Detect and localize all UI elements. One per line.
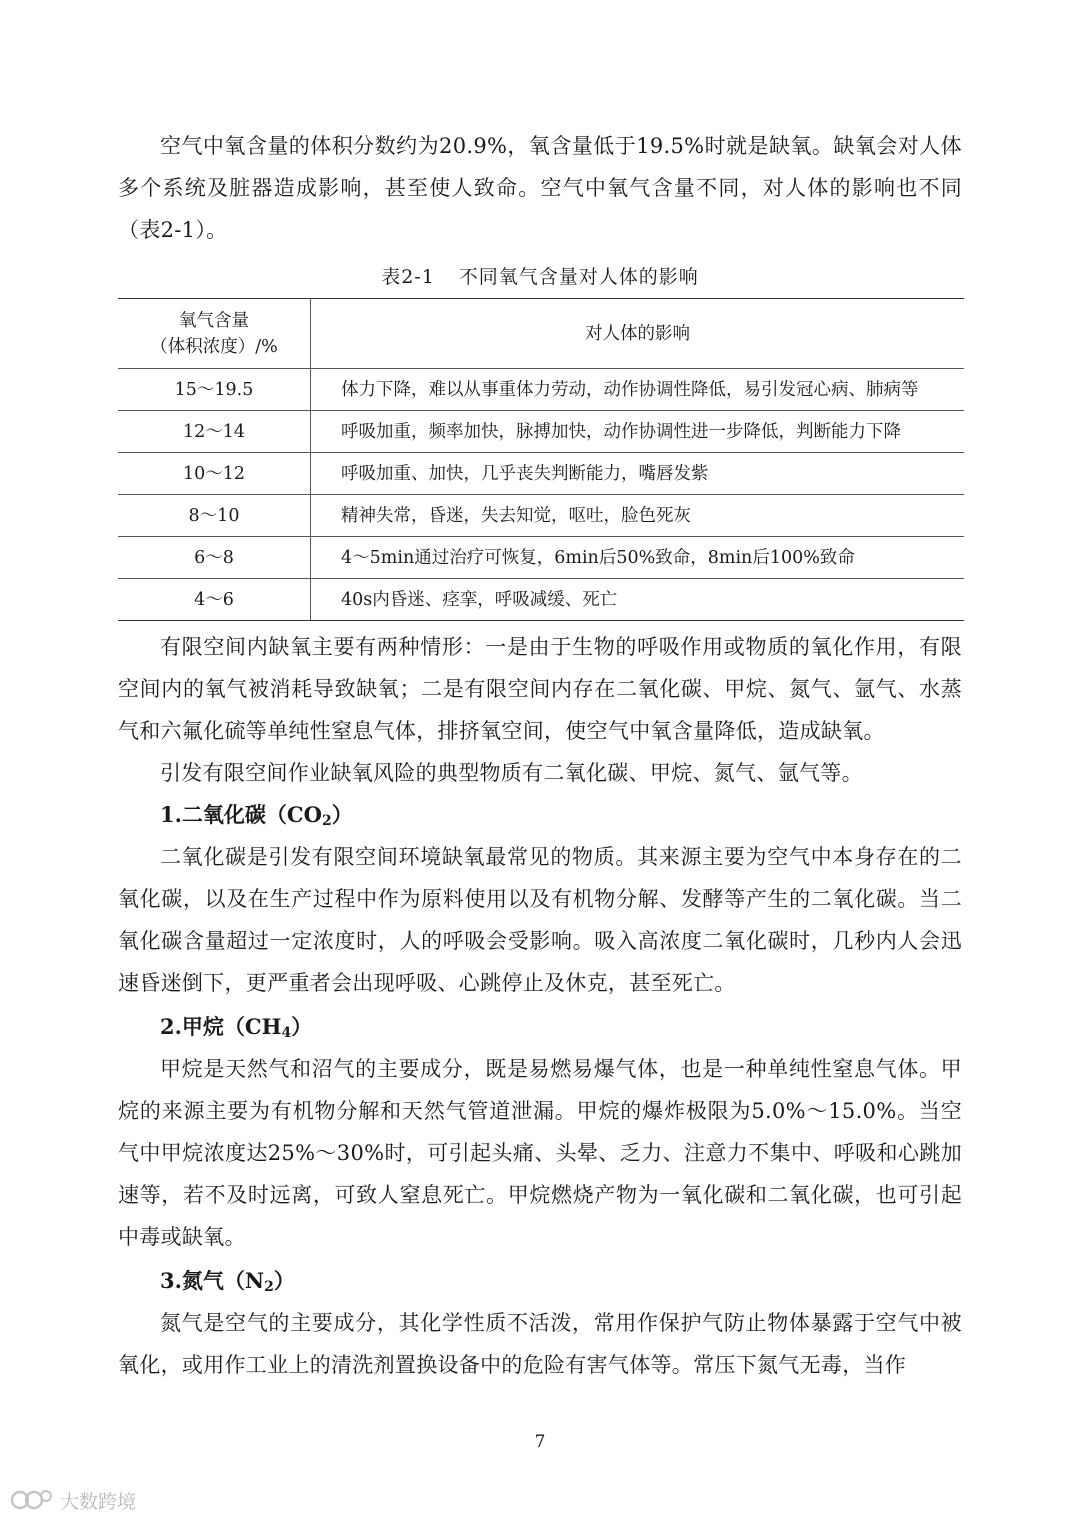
cell-effect: 呼吸加重、加快，几乎丧失判断能力，嘴唇发紫 xyxy=(311,453,965,495)
cell-effect: 精神失常，昏迷，失去知觉，呕吐，脸色死灰 xyxy=(311,495,965,537)
heading-ch4-tail: ） xyxy=(291,1014,313,1039)
co2-paragraph: 二氧化碳是引发有限空间环境缺氧最常见的物质。其来源主要为空气中本身存在的二氧化碳，以及在生产过程中作为原料使用以及有机物分解、发酵等产生的二氧化碳。当二氧化碳含量超过一定浓度时，人的呼吸会受影响。吸入高浓度二氧化碳时，几秒内人会迅速昏迷倒下，更严重者会出现呼吸、心跳停止及休克，甚至死亡。 xyxy=(118,845,962,995)
table-row xyxy=(118,369,964,411)
cell-effect: 呼吸加重，频率加快，脉搏加快，动作协调性进一步降低，判断能力下降 xyxy=(311,411,965,453)
heading-co2 xyxy=(160,794,353,836)
watermark-text: 大数跨境 xyxy=(60,1490,137,1513)
cell-effect: 4～5min通过治疗可恢复，6min后50%致命，8min后100%致命 xyxy=(311,537,965,579)
cell-range: 8～10 xyxy=(118,495,311,537)
cell-effect: 40s内昏迷、痉挛，呼吸减缓、死亡 xyxy=(311,579,965,621)
table-row xyxy=(118,537,964,579)
header-oxygen-content-line2: （体积浓度）/% xyxy=(150,336,278,357)
watermark xyxy=(10,1486,136,1514)
heading-co2-main: 1.二氧化碳（CO xyxy=(160,802,322,827)
hypoxia-causes-paragraph: 有限空间内缺氧主要有两种情形：一是由于生物的呼吸作用或物质的氧化作用，有限空间内的氧气被消耗导致缺氧；二是有限空间内存在二氧化碳、甲烷、氮气、氩气、水蒸气和六氟化硫等单纯性窒息气体，排挤氧空间，使空气中氧含量降低，造成缺氧。 xyxy=(118,635,962,743)
heading-co2-subscript: 2 xyxy=(321,813,332,829)
cell-range: 10～12 xyxy=(118,453,311,495)
cell-range: 15～19.5 xyxy=(118,369,311,411)
cell-range: 12～14 xyxy=(118,411,311,453)
cell-range: 6～8 xyxy=(118,537,311,579)
heading-ch4-main: 2.甲烷（CH xyxy=(160,1014,282,1039)
cell-range: 4～6 xyxy=(118,579,311,621)
table-row xyxy=(118,495,964,537)
page-number: 7 xyxy=(534,1432,546,1452)
header-oxygen-content xyxy=(118,299,311,369)
heading-n2-tail: ） xyxy=(273,1268,295,1293)
heading-n2-subscript: 2 xyxy=(264,1279,274,1295)
cell-effect: 体力下降，难以从事重体力劳动，动作协调性降低，易引发冠心病、肺病等 xyxy=(311,369,965,411)
header-effect: 对人体的影响 xyxy=(311,299,965,369)
header-oxygen-content-line1: 氧气含量 xyxy=(179,310,249,331)
heading-ch4 xyxy=(160,1006,312,1048)
table-row xyxy=(118,411,964,453)
table-row xyxy=(118,453,964,495)
table-row xyxy=(118,579,964,621)
table-caption-title: 不同氧气含量对人体的影响 xyxy=(458,266,699,288)
oxygen-effects-table xyxy=(118,298,964,621)
intro-paragraph: 空气中氧含量的体积分数约为20.9%，氧含量低于19.5%时就是缺氧。缺氧会对人体多个系统及脏器造成影响，甚至使人致命。空气中氧气含量不同，对人体的影响也不同（表2-1）。 xyxy=(118,134,962,242)
heading-n2-main: 3.氮气（N xyxy=(160,1268,265,1293)
n2-paragraph: 氮气是空气的主要成分，其化学性质不活泼，常用作保护气防止物体暴露于空气中被氧化，或用作工业上的清洗剂置换设备中的危险有害气体等。常压下氮气无毒，当作 xyxy=(118,1311,962,1377)
heading-n2 xyxy=(160,1260,295,1302)
table-caption-number: 表2-1 xyxy=(381,266,435,288)
typical-substances-paragraph: 引发有限空间作业缺氧风险的典型物质有二氧化碳、甲烷、氮气、氩气等。 xyxy=(160,761,863,785)
heading-co2-tail: ） xyxy=(331,802,353,827)
table-header-row xyxy=(118,299,964,369)
heading-ch4-subscript: 4 xyxy=(281,1025,292,1041)
watermark-logo-icon xyxy=(10,1487,54,1513)
ch4-paragraph: 甲烷是天然气和沼气的主要成分，既是易燃易爆气体，也是一种单纯性窒息气体。甲烷的来源主要为有机物分解和天然气管道泄漏。甲烷的爆炸极限为5.0%～15.0%。当空气中甲烷浓度达25%～30%时，可引起头痛、头晕、乏力、注意力不集中、呼吸和心跳加速等，若不及时远离，可致人窒息死亡。甲烷燃烧产物为一氧化碳和二氧化碳，也可引起中毒或缺氧。 xyxy=(118,1057,962,1249)
table-caption xyxy=(118,262,962,292)
